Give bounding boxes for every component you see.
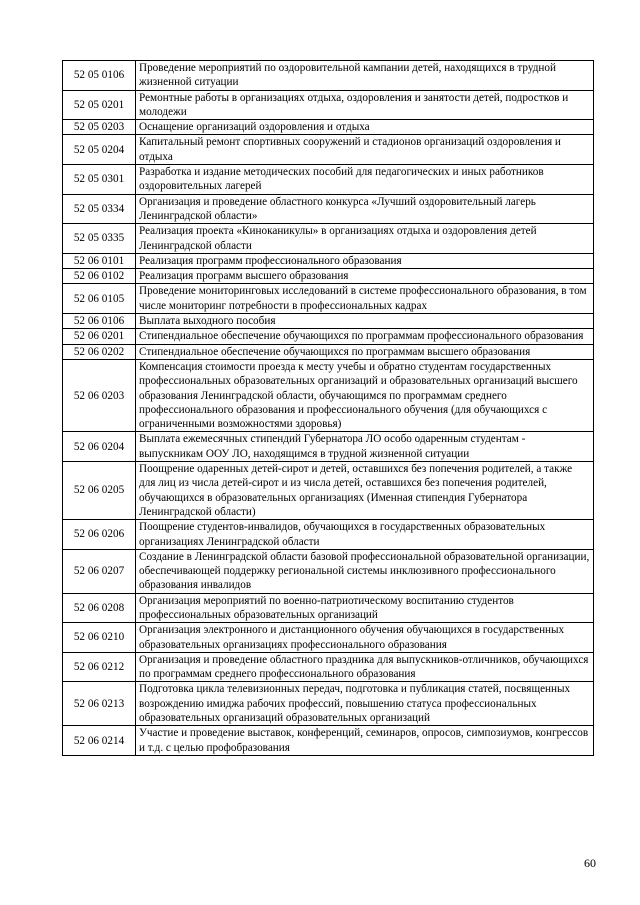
row-code: 52 05 0335 [63,224,136,254]
row-code: 52 06 0213 [63,682,136,726]
row-description: Реализация программ профессионального образования [136,253,594,268]
row-code: 52 05 0301 [63,165,136,195]
table-row [63,593,594,623]
row-description: Организация мероприятий по военно-патриотическому воспитанию студентов профессиональных образовательных организаций [136,593,594,623]
table-row [63,344,594,359]
row-description: Выплата ежемесячных стипендий Губернатора ЛО особо одаренным студентам - выпускникам ООУ ЛО, находящимся в трудной жизненной ситуации [136,432,594,462]
table-row [63,682,594,726]
row-description: Стипендиальное обеспечение обучающихся по программам профессионального образования [136,329,594,344]
table-row [63,61,594,91]
table-row [63,432,594,462]
table-row [63,726,594,756]
row-code: 52 06 0201 [63,329,136,344]
row-code: 52 06 0105 [63,284,136,314]
row-description: Реализация проекта «Киноканикулы» в организациях отдыха и оздоровления детей Ленинградской области [136,224,594,254]
table-body [63,61,594,756]
row-description: Участие и проведение выставок, конференций, семинаров, опросов, симпозиумов, конгрессов и т.д. с целью профобразования [136,726,594,756]
row-code: 52 05 0106 [63,61,136,91]
row-description: Организация и проведение областного конкурса «Лучший оздоровительный лагерь Ленинградской области» [136,194,594,224]
table-row [63,329,594,344]
row-description: Компенсация стоимости проезда к месту учебы и обратно студентам государственных профессиональных образовательных организаций и образовательных организаций высшего образования Ленинградской области, обучающимся по программам среднего профессионального образования и профессионального обучения (для обучающихся с ограниченными возможностями здоровья) [136,359,594,431]
table-row [63,359,594,431]
row-code: 52 06 0106 [63,314,136,329]
table-row [63,462,594,520]
row-description: Подготовка цикла телевизионных передач, подготовка и публикация статей, посвященных возрождению имиджа рабочих профессий, повышению статуса профессиональных образовательных организаций образовательных организаций [136,682,594,726]
table-row [63,194,594,224]
row-code: 52 06 0202 [63,344,136,359]
row-description: Организация и проведение областного праздника для выпускников-отличников, обучающихся по программам среднего профессионального образования [136,652,594,682]
table-row [63,623,594,653]
row-description: Стипендиальное обеспечение обучающихся по программам высшего образования [136,344,594,359]
row-code: 52 06 0204 [63,432,136,462]
row-code: 52 05 0203 [63,120,136,135]
row-description: Поощрение студентов-инвалидов, обучающихся в государственных образовательных организациях Ленинградской области [136,520,594,550]
row-code: 52 06 0205 [63,462,136,520]
row-description: Реализация программ высшего образования [136,269,594,284]
table-row [63,90,594,120]
row-code: 52 06 0206 [63,520,136,550]
table-row [63,549,594,593]
table-row [63,224,594,254]
row-description: Капитальный ремонт спортивных сооружений и стадионов организаций оздоровления и отдыха [136,135,594,165]
row-code: 52 06 0203 [63,359,136,431]
row-description: Проведение мероприятий по оздоровительной кампании детей, находящихся в трудной жизненной ситуации [136,61,594,91]
table-row [63,269,594,284]
row-description: Организация электронного и дистанционного обучения обучающихся в государственных образовательных организациях профессионального образования [136,623,594,653]
row-description: Проведение мониторинговых исследований в системе профессионального образования, в том числе мониторинг потребности в профессиональных кадрах [136,284,594,314]
row-code: 52 06 0208 [63,593,136,623]
table-row [63,652,594,682]
table-row [63,165,594,195]
row-code: 52 06 0210 [63,623,136,653]
row-code: 52 06 0102 [63,269,136,284]
table-row [63,135,594,165]
table-row [63,120,594,135]
table-row [63,284,594,314]
page-number: 60 [584,856,596,870]
budget-codes-table [62,60,594,756]
row-code: 52 05 0204 [63,135,136,165]
row-description: Ремонтные работы в организациях отдыха, оздоровления и занятости детей, подростков и молодежи [136,90,594,120]
row-code: 52 05 0334 [63,194,136,224]
row-code: 52 05 0201 [63,90,136,120]
row-description: Оснащение организаций оздоровления и отдыха [136,120,594,135]
row-code: 52 06 0101 [63,253,136,268]
table-row [63,253,594,268]
row-code: 52 06 0214 [63,726,136,756]
row-code: 52 06 0207 [63,549,136,593]
row-description: Создание в Ленинградской области базовой профессиональной образовательной организации, обеспечивающей поддержку региональной системы инклюзивного профессионального образования инвалидов [136,549,594,593]
row-description: Поощрение одаренных детей-сирот и детей, оставшихся без попечения родителей, а также для лиц из числа детей-сирот и из числа детей, оставшихся без попечения родителей, обучающихся в образовательных организациях (Именная стипендия Губернатора Ленинградской области) [136,462,594,520]
row-description: Выплата выходного пособия [136,314,594,329]
table-row [63,520,594,550]
row-description: Разработка и издание методических пособий для педагогических и иных работников оздоровительных лагерей [136,165,594,195]
table-row [63,314,594,329]
row-code: 52 06 0212 [63,652,136,682]
